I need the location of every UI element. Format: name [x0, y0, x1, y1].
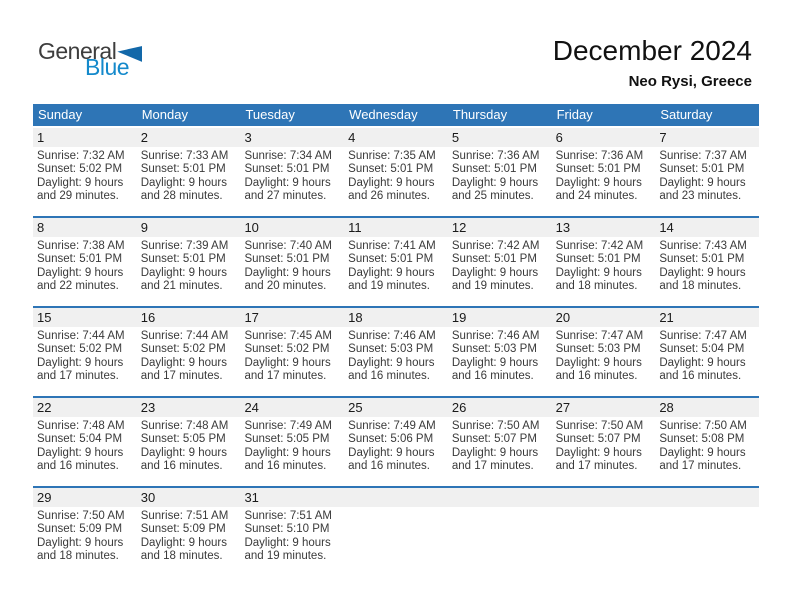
sunrise-text: Sunrise: 7:47 AM	[659, 330, 747, 342]
day-number: 21	[655, 308, 759, 327]
day-number: 13	[552, 218, 656, 237]
day-number: 20	[552, 308, 656, 327]
day-cell	[33, 308, 137, 396]
calendar-weeks	[33, 126, 759, 576]
daylight-text: Daylight: 9 hours and 16 minutes.	[555, 356, 642, 383]
day-cell	[344, 218, 448, 306]
logo-text-general: General	[38, 38, 117, 64]
day-cell	[344, 308, 448, 396]
day-cell	[33, 128, 137, 216]
sunrise-text: Sunrise: 7:51 AM	[140, 510, 229, 522]
day-cell	[344, 128, 448, 216]
day-number: 4	[344, 128, 448, 147]
day-number: 22	[33, 398, 137, 417]
day-number: 17	[240, 308, 344, 327]
calendar-table	[33, 104, 759, 576]
day-number: 31	[240, 488, 344, 507]
day-cell	[33, 488, 137, 576]
week-row	[33, 126, 759, 216]
day-details	[33, 417, 137, 474]
sunset-text: Sunset: 5:08 PM	[659, 433, 745, 446]
sunset-text: Sunset: 5:01 PM	[451, 253, 537, 266]
location-subtitle: Neo Rysi, Greece	[628, 73, 752, 90]
day-number: 27	[552, 398, 656, 417]
sunrise-text: Sunrise: 7:35 AM	[348, 150, 436, 162]
sunrise-text: Sunrise: 7:40 AM	[244, 240, 333, 252]
day-cell	[240, 128, 344, 216]
sunrise-text: Sunrise: 7:42 AM	[451, 240, 540, 252]
day-number: 26	[448, 398, 552, 417]
daylight-text: Daylight: 9 hours and 17 minutes.	[140, 356, 228, 383]
daylight-text: Daylight: 9 hours and 16 minutes.	[348, 356, 435, 383]
sunset-text: Sunset: 5:05 PM	[140, 433, 226, 446]
day-details	[655, 327, 759, 384]
weekday-header-cell: Sunday	[38, 107, 83, 122]
daylight-text: Daylight: 9 hours and 18 minutes.	[555, 266, 642, 293]
sunset-text: Sunset: 5:01 PM	[451, 163, 537, 176]
sunset-text: Sunset: 5:02 PM	[244, 343, 330, 356]
day-number: 24	[240, 398, 344, 417]
sunset-text: Sunset: 5:01 PM	[140, 163, 226, 176]
sunrise-text: Sunrise: 7:50 AM	[659, 420, 747, 432]
day-number	[552, 488, 656, 507]
day-cell	[655, 308, 759, 396]
weekday-header-cell: Friday	[556, 107, 593, 122]
sunrise-text: Sunrise: 7:44 AM	[37, 330, 125, 342]
sunrise-text: Sunrise: 7:48 AM	[140, 420, 229, 432]
day-number: 1	[33, 128, 137, 147]
day-number: 11	[344, 218, 448, 237]
day-details	[344, 237, 448, 294]
day-details	[33, 507, 137, 564]
sunrise-text: Sunrise: 7:32 AM	[37, 150, 125, 162]
sunrise-text: Sunrise: 7:39 AM	[140, 240, 229, 252]
sunrise-text: Sunrise: 7:34 AM	[244, 150, 333, 162]
day-details	[137, 327, 241, 384]
sunset-text: Sunset: 5:04 PM	[659, 343, 745, 356]
day-cell	[552, 218, 656, 306]
weekday-header-row	[33, 104, 759, 126]
daylight-text: Daylight: 9 hours and 16 minutes.	[140, 446, 228, 473]
daylight-text: Daylight: 9 hours and 16 minutes.	[659, 356, 746, 383]
sunset-text: Sunset: 5:07 PM	[451, 433, 537, 446]
day-details	[240, 417, 344, 474]
day-number: 6	[552, 128, 656, 147]
daylight-text: Daylight: 9 hours and 23 minutes.	[659, 176, 746, 203]
daylight-text: Daylight: 9 hours and 16 minutes.	[348, 446, 435, 473]
day-number: 5	[448, 128, 552, 147]
day-details	[240, 507, 344, 564]
sunset-text: Sunset: 5:07 PM	[555, 433, 641, 446]
day-details	[33, 147, 137, 204]
sunset-text: Sunset: 5:06 PM	[348, 433, 434, 446]
sunrise-text: Sunrise: 7:49 AM	[348, 420, 436, 432]
day-cell	[137, 398, 241, 486]
day-number: 9	[137, 218, 241, 237]
daylight-text: Daylight: 9 hours and 18 minutes.	[37, 536, 124, 563]
sunrise-text: Sunrise: 7:48 AM	[37, 420, 125, 432]
day-cell	[33, 398, 137, 486]
sunrise-text: Sunrise: 7:50 AM	[555, 420, 644, 432]
sunset-text: Sunset: 5:01 PM	[348, 163, 434, 176]
day-details	[448, 147, 552, 204]
day-cell	[137, 488, 241, 576]
day-details	[240, 147, 344, 204]
daylight-text: Daylight: 9 hours and 16 minutes.	[451, 356, 539, 383]
day-number: 7	[655, 128, 759, 147]
sunset-text: Sunset: 5:01 PM	[140, 253, 226, 266]
day-number: 29	[33, 488, 137, 507]
sunrise-text: Sunrise: 7:36 AM	[451, 150, 540, 162]
day-number: 25	[344, 398, 448, 417]
day-cell	[33, 218, 137, 306]
weekday-header-cell: Monday	[141, 107, 188, 122]
day-details	[552, 417, 656, 474]
sunset-text: Sunset: 5:01 PM	[348, 253, 434, 266]
day-cell	[240, 488, 344, 576]
sunrise-text: Sunrise: 7:33 AM	[140, 150, 229, 162]
sunset-text: Sunset: 5:01 PM	[555, 253, 641, 266]
empty-day-cell	[448, 488, 552, 576]
daylight-text: Daylight: 9 hours and 17 minutes.	[555, 446, 642, 473]
sunset-text: Sunset: 5:10 PM	[244, 523, 330, 536]
week-row	[33, 306, 759, 396]
sunrise-text: Sunrise: 7:37 AM	[659, 150, 747, 162]
day-details	[344, 327, 448, 384]
daylight-text: Daylight: 9 hours and 24 minutes.	[555, 176, 642, 203]
day-number: 8	[33, 218, 137, 237]
day-number	[448, 488, 552, 507]
sunset-text: Sunset: 5:01 PM	[244, 163, 330, 176]
day-details	[344, 417, 448, 474]
daylight-text: Daylight: 9 hours and 18 minutes.	[140, 536, 228, 563]
day-number: 28	[655, 398, 759, 417]
day-number: 16	[137, 308, 241, 327]
day-cell	[240, 218, 344, 306]
day-number: 18	[344, 308, 448, 327]
day-number: 3	[240, 128, 344, 147]
sunset-text: Sunset: 5:02 PM	[140, 343, 226, 356]
daylight-text: Daylight: 9 hours and 17 minutes.	[659, 446, 746, 473]
daylight-text: Daylight: 9 hours and 18 minutes.	[659, 266, 746, 293]
day-number: 19	[448, 308, 552, 327]
daylight-text: Daylight: 9 hours and 25 minutes.	[451, 176, 539, 203]
day-details	[552, 327, 656, 384]
sunset-text: Sunset: 5:01 PM	[659, 253, 745, 266]
daylight-text: Daylight: 9 hours and 19 minutes.	[244, 536, 331, 563]
sunset-text: Sunset: 5:02 PM	[37, 163, 123, 176]
empty-day-cell	[552, 488, 656, 576]
sunrise-text: Sunrise: 7:46 AM	[348, 330, 436, 342]
sunrise-text: Sunrise: 7:43 AM	[659, 240, 747, 252]
day-cell	[240, 398, 344, 486]
empty-day-cell	[655, 488, 759, 576]
day-cell	[137, 218, 241, 306]
day-cell	[448, 308, 552, 396]
day-number: 30	[137, 488, 241, 507]
weekday-header-cell: Saturday	[660, 107, 713, 122]
day-details	[448, 327, 552, 384]
sunrise-text: Sunrise: 7:42 AM	[555, 240, 644, 252]
day-cell	[137, 308, 241, 396]
day-details	[655, 417, 759, 474]
daylight-text: Daylight: 9 hours and 16 minutes.	[37, 446, 124, 473]
sunset-text: Sunset: 5:03 PM	[555, 343, 641, 356]
day-details	[655, 147, 759, 204]
weekday-header-cell: Wednesday	[349, 107, 418, 122]
daylight-text: Daylight: 9 hours and 21 minutes.	[140, 266, 228, 293]
sunset-text: Sunset: 5:03 PM	[451, 343, 537, 356]
weekday-header-cell: Tuesday	[245, 107, 295, 122]
day-details	[448, 237, 552, 294]
day-number: 15	[33, 308, 137, 327]
day-details	[552, 147, 656, 204]
day-cell	[655, 398, 759, 486]
daylight-text: Daylight: 9 hours and 22 minutes.	[37, 266, 124, 293]
daylight-text: Daylight: 9 hours and 19 minutes.	[348, 266, 435, 293]
daylight-text: Daylight: 9 hours and 16 minutes.	[244, 446, 331, 473]
logo-text-blue: Blue	[85, 54, 130, 80]
sunset-text: Sunset: 5:01 PM	[659, 163, 745, 176]
sunset-text: Sunset: 5:04 PM	[37, 433, 123, 446]
day-details	[137, 237, 241, 294]
day-details	[137, 507, 241, 564]
daylight-text: Daylight: 9 hours and 17 minutes.	[37, 356, 124, 383]
sunrise-text: Sunrise: 7:49 AM	[244, 420, 333, 432]
day-number: 12	[448, 218, 552, 237]
day-details	[552, 237, 656, 294]
week-row	[33, 396, 759, 486]
daylight-text: Daylight: 9 hours and 20 minutes.	[244, 266, 331, 293]
day-details	[448, 417, 552, 474]
page-title: December 2024	[552, 35, 752, 66]
day-cell	[240, 308, 344, 396]
day-number: 10	[240, 218, 344, 237]
title-block	[553, 36, 752, 90]
day-cell	[344, 398, 448, 486]
sunrise-text: Sunrise: 7:38 AM	[37, 240, 125, 252]
sunset-text: Sunset: 5:01 PM	[37, 253, 123, 266]
daylight-text: Daylight: 9 hours and 26 minutes.	[348, 176, 435, 203]
daylight-text: Daylight: 9 hours and 29 minutes.	[37, 176, 124, 203]
sunset-text: Sunset: 5:09 PM	[140, 523, 226, 536]
day-cell	[552, 308, 656, 396]
day-cell	[448, 218, 552, 306]
day-number	[655, 488, 759, 507]
day-details	[240, 237, 344, 294]
day-details	[33, 327, 137, 384]
sunrise-text: Sunrise: 7:44 AM	[140, 330, 229, 342]
day-cell	[448, 128, 552, 216]
daylight-text: Daylight: 9 hours and 17 minutes.	[451, 446, 539, 473]
sunrise-text: Sunrise: 7:45 AM	[244, 330, 333, 342]
sunrise-text: Sunrise: 7:41 AM	[348, 240, 436, 252]
sunset-text: Sunset: 5:01 PM	[555, 163, 641, 176]
day-details	[33, 237, 137, 294]
sunrise-text: Sunrise: 7:46 AM	[451, 330, 540, 342]
day-details	[344, 147, 448, 204]
sunrise-text: Sunrise: 7:50 AM	[37, 510, 125, 522]
day-number: 23	[137, 398, 241, 417]
daylight-text: Daylight: 9 hours and 28 minutes.	[140, 176, 228, 203]
day-details	[655, 237, 759, 294]
day-details	[240, 327, 344, 384]
weekday-header-cell: Thursday	[452, 107, 508, 122]
sunrise-text: Sunrise: 7:36 AM	[555, 150, 644, 162]
sunrise-text: Sunrise: 7:47 AM	[555, 330, 644, 342]
empty-day-cell	[344, 488, 448, 576]
day-cell	[655, 218, 759, 306]
day-cell	[137, 128, 241, 216]
sunset-text: Sunset: 5:05 PM	[244, 433, 330, 446]
day-cell	[552, 398, 656, 486]
day-number	[344, 488, 448, 507]
general-blue-logo	[38, 40, 142, 78]
sunrise-text: Sunrise: 7:51 AM	[244, 510, 333, 522]
sunset-text: Sunset: 5:09 PM	[37, 523, 123, 536]
week-row	[33, 216, 759, 306]
day-cell	[552, 128, 656, 216]
sunset-text: Sunset: 5:01 PM	[244, 253, 330, 266]
day-details	[137, 147, 241, 204]
daylight-text: Daylight: 9 hours and 17 minutes.	[244, 356, 331, 383]
sunset-text: Sunset: 5:02 PM	[37, 343, 123, 356]
sunrise-text: Sunrise: 7:50 AM	[451, 420, 540, 432]
week-row	[33, 486, 759, 576]
day-cell	[448, 398, 552, 486]
daylight-text: Daylight: 9 hours and 27 minutes.	[244, 176, 331, 203]
day-details	[137, 417, 241, 474]
sunset-text: Sunset: 5:03 PM	[348, 343, 434, 356]
day-number: 2	[137, 128, 241, 147]
day-number: 14	[655, 218, 759, 237]
day-cell	[655, 128, 759, 216]
daylight-text: Daylight: 9 hours and 19 minutes.	[451, 266, 539, 293]
